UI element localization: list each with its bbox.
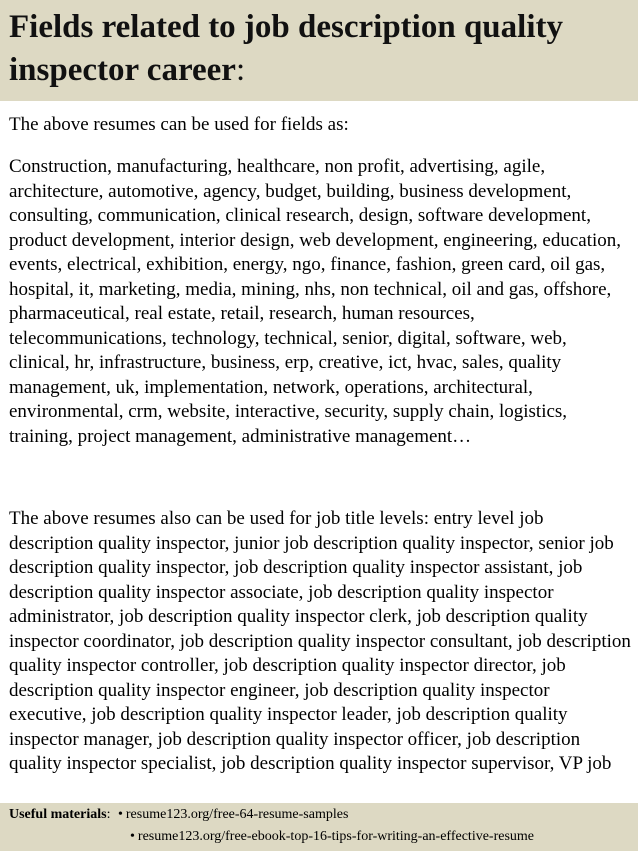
page-title-colon: :	[235, 52, 246, 88]
useful-materials-label-text: Useful materials	[9, 807, 107, 822]
fields-list: Construction, manufacturing, healthcare, non profit, advertising, agile, architecture, automotive, agency, budget, building, business development, consulting, communication, clinical research, design, software development, product development, interior design, web development, engineering, education, events, electrical, exhibition, energy, ngo, finance, fashion, green card, oil gas, hospital, it, marketing, media, mining, nhs, non technical, oil and gas, offshore, pharmaceutical, real estate, retail, research, human resources, telecommunications, technology, technical, senior, digital, software, web, clinical, hr, infrastructure, business, erp, creative, ict, hvac, sales, quality management, uk, implementation, network, operations, architectural, environmental, crm, website, interactive, security, supply chain, logistics, training, project management, administrative management…	[9, 156, 622, 447]
useful-materials-footer	[0, 803, 638, 851]
job-title-levels: The above resumes also can be used for job title levels: entry level job description quality inspector, junior job description quality inspector, senior job description quality inspector, job description quality inspector assistant, job description quality inspector associate, job description quality inspector administrator, job description quality inspector clerk, job description quality inspector coordinator, job description quality inspector consultant, job description quality inspector controller, job description quality inspector director, job description quality inspector engineer, job description quality inspector executive, job description quality inspector leader, job description quality inspector manager, job description quality inspector officer, job description quality inspector specialist, job description quality inspector supervisor, VP job	[9, 508, 631, 774]
useful-materials-label	[9, 807, 107, 822]
resume-samples-link[interactable]: resume123.org/free-64-resume-samples	[125, 807, 349, 822]
footer-row-2	[126, 827, 534, 847]
ebook-tips-link[interactable]: resume123.org/free-ebook-top-16-tips-for-writing-an-effective-resume	[137, 829, 535, 844]
fields-intro: The above resumes can be used for fields as:	[9, 114, 349, 135]
bullet-icon: •	[117, 807, 123, 822]
title-banner	[0, 0, 638, 101]
page-title	[9, 6, 629, 92]
page-title-text: Fields related to job description quality inspector career	[9, 9, 563, 88]
footer-row-1	[9, 805, 348, 825]
bullet-icon: •	[130, 829, 135, 844]
useful-materials-label-colon: :	[106, 807, 111, 822]
